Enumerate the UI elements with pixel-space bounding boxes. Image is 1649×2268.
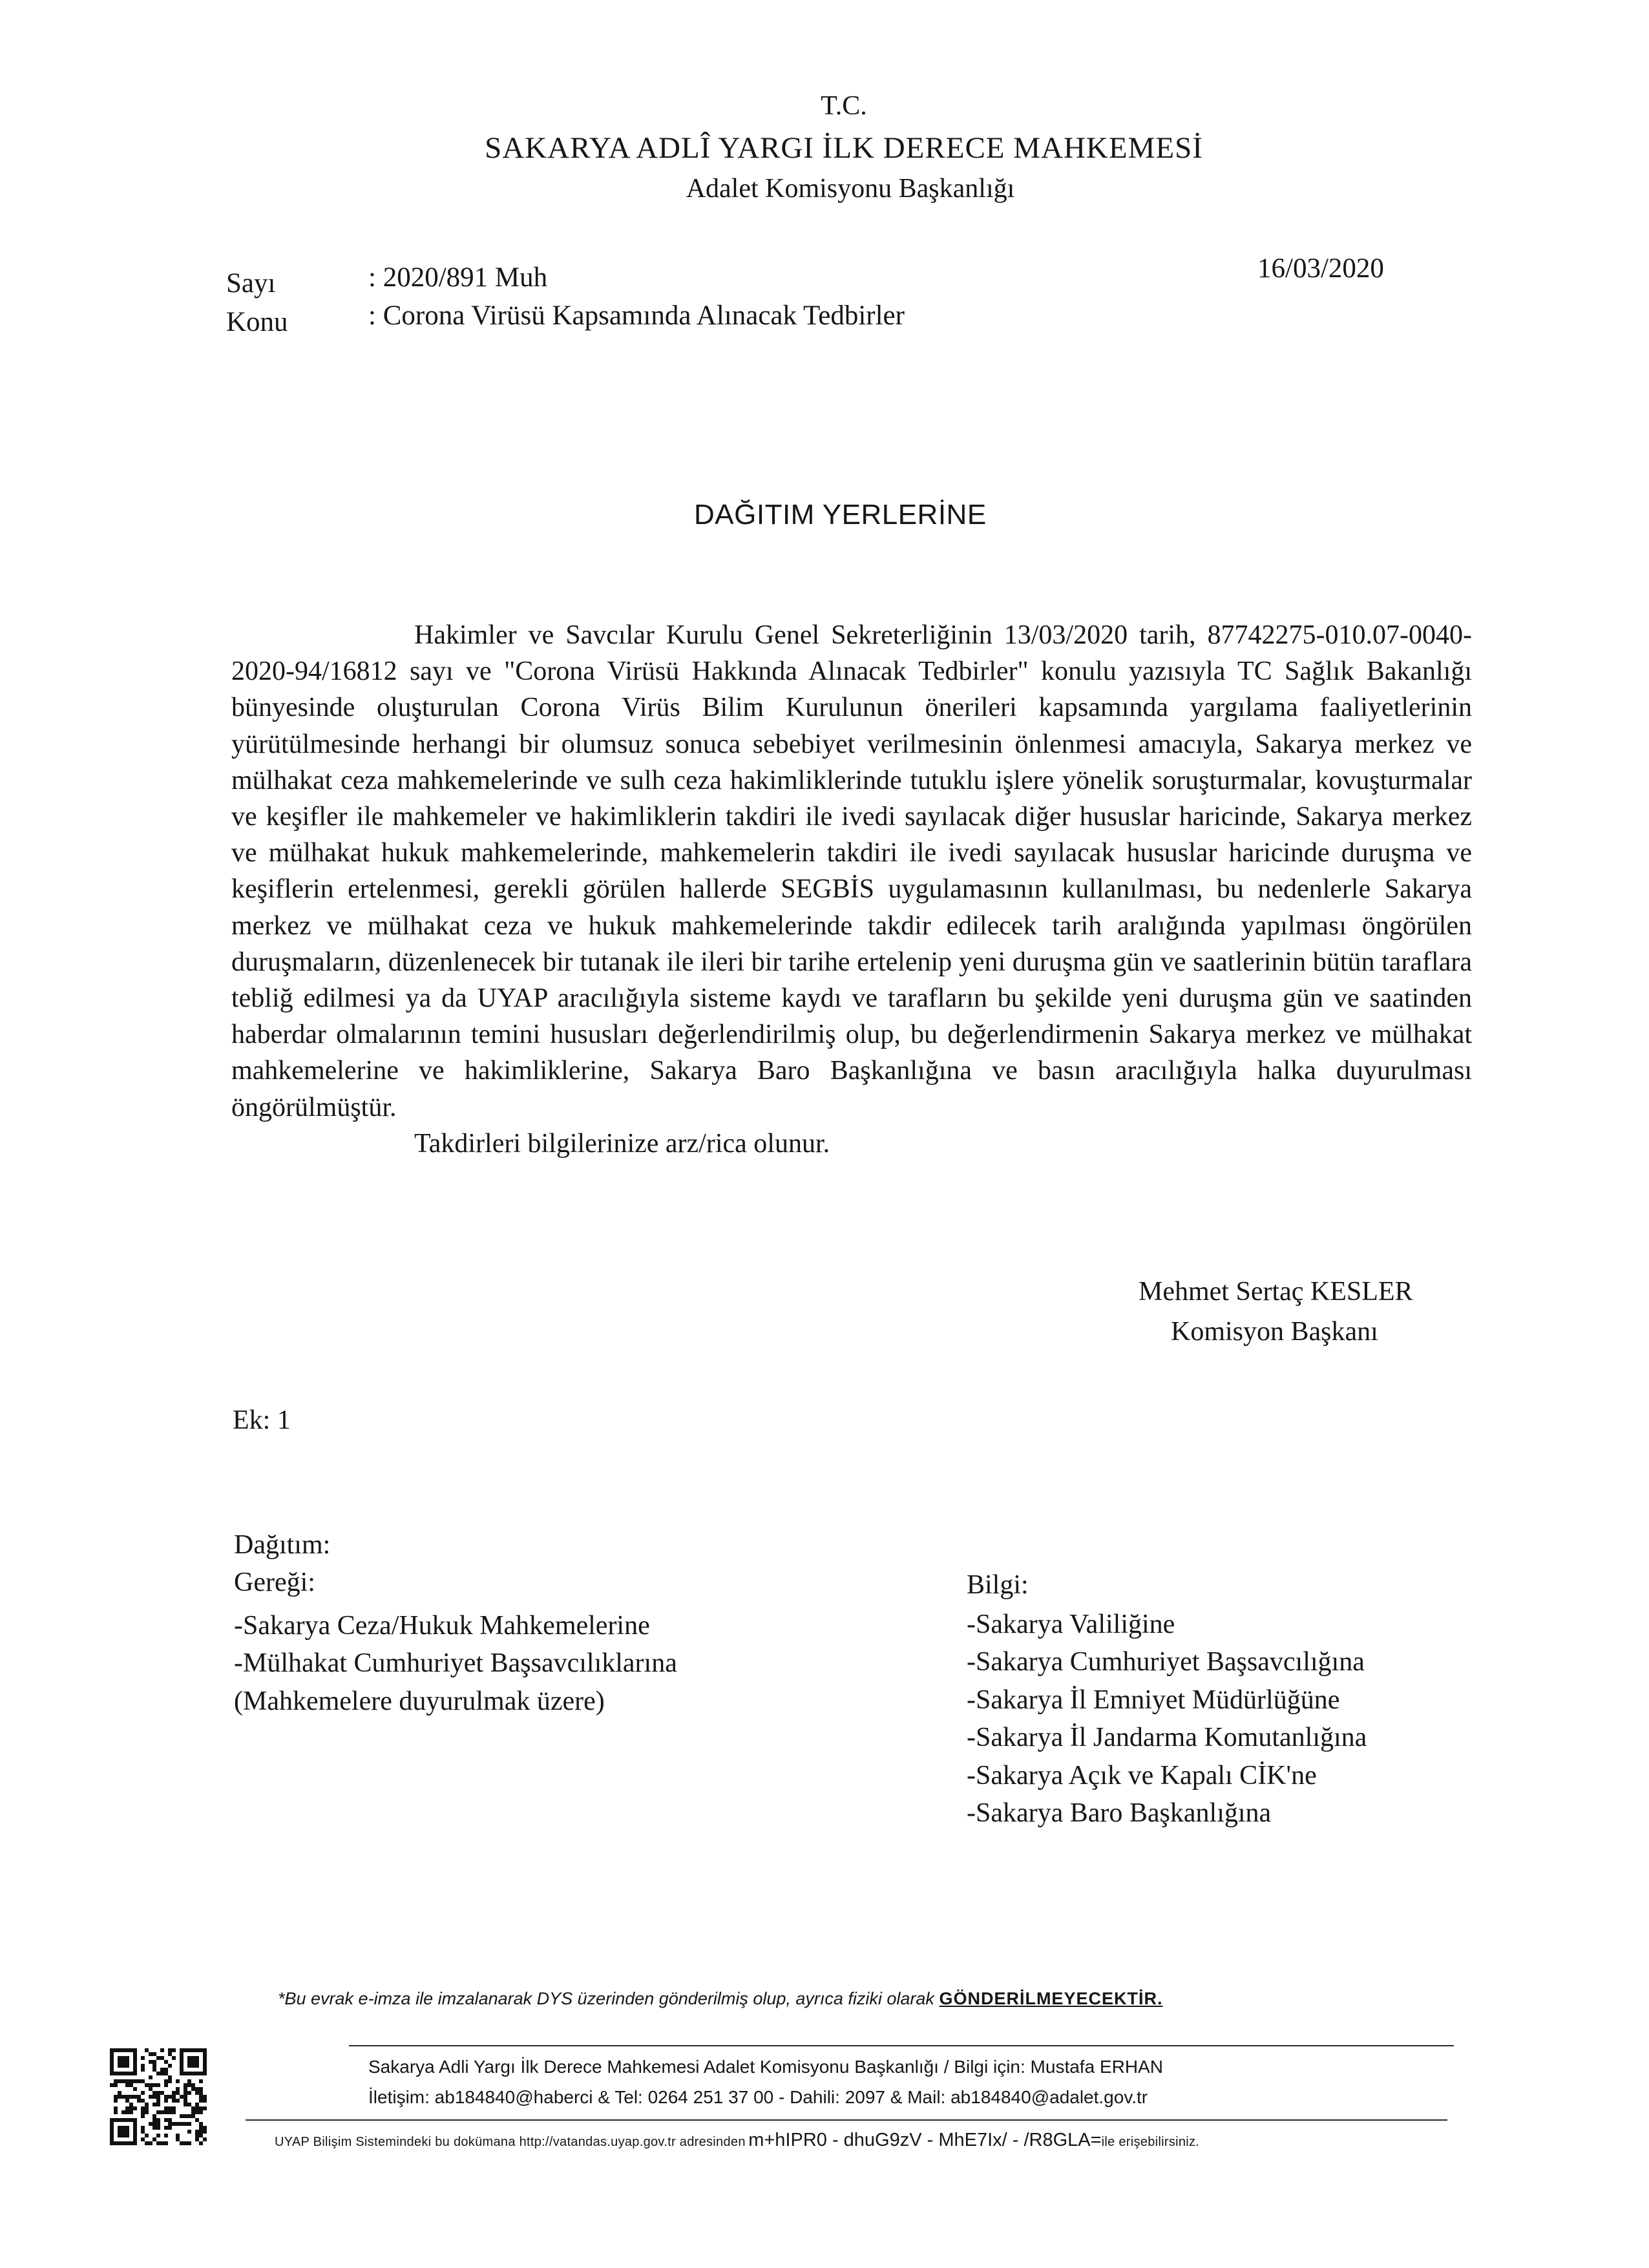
signature-name: Mehmet Sertaç KESLER <box>1139 1277 1413 1307</box>
uyap-verification-code: m+hIPR0 - dhuG9zV - MhE7Ix/ - /R8GLA= <box>748 2130 1102 2150</box>
bilgi-item: -Sakarya Valiliğine <box>967 1609 1175 1639</box>
document-body <box>231 617 1472 1162</box>
footer-bottom-rule <box>246 2119 1447 2121</box>
qr-code-icon <box>110 2048 207 2145</box>
konu-label: Konu <box>226 307 288 337</box>
body-closing: Takdirleri bilgilerinize arz/rica olunur. <box>414 1128 830 1159</box>
footer-contact-line: Sakarya Adli Yargı İlk Derece Mahkemesi Adalet Komisyonu Başkanlığı / Bilgi için: Mustafa ERHAN <box>368 2057 1163 2077</box>
distribution-bilgi <box>967 1566 1367 1832</box>
header-tc: T.C. <box>821 91 867 121</box>
bilgi-item: -Sakarya İl Emniyet Müdürlüğüne <box>967 1685 1340 1715</box>
bilgi-item: -Sakarya Açık ve Kapalı CİK'ne <box>967 1760 1317 1790</box>
e-signature-note <box>278 1989 1162 2009</box>
header-commission: Adalet Komisyonu Başkanlığı <box>686 174 1015 204</box>
uyap-verification-prefix: UYAP Bilişim Sistemindeki bu dokümana http://vatandas.uyap.gov.tr adresinden <box>275 2135 746 2149</box>
geregi-item: -Mülhakat Cumhuriyet Başsavcılıklarına <box>234 1648 677 1678</box>
e-signature-note-emphasis: GÖNDERİLMEYECEKTİR. <box>939 1989 1163 2008</box>
body-paragraph: Hakimler ve Savcılar Kurulu Genel Sekreterliğinin 13/03/2020 tarih, 87742275-010.07-0040-2020-94/16812 sayı ve "Corona Virüsü Hakkında Alınacak Tedbirler" konulu yazısıyla TC Sağlık Bakanlığı bünyesinde oluşturulan Corona Virüs Bilim Kurulunun önerileri kapsamında yargılama faaliyetlerinin yürütülmesinde herhangi bir olumsuz sonuca sebebiyet verilmesinin önlenmesi amacıyla, Sakarya merkez ve mülhakat ceza mahkemelerinde ve sulh ceza hakimliklerinde tutuklu işlere yönelik soruşturmalar, kovuşturmalar ve keşifler ile mahkemeler ve hakimliklerin takdiri ile ivedi sayılacak diğer hususlar haricinde, Sakarya merkez ve mülhakat hukuk mahkemelerinde, mahkemelerin takdiri ile ivedi sayılacak hususlar haricinde duruşma ve keşiflerin ertelenmesi, gerekli görülen hallerde SEGBİS uygulamasının kullanılması, bu nedenlerle Sakarya merkez ve mülhakat ceza ve hukuk mahkemelerinde takdir edilecek tarih aralığında yapılması öngörülen duruşmaların, düzenlenecek bir tutanak ile ileri bir tarihe ertelenip yeni duruşma gün ve saatlerinin bütün taraflara tebliğ edilmesi ya da UYAP aracılığıyla sisteme kaydı ve tarafların bu şekilde yeni duruşma gün ve saatinden haberdar olmalarının temini hususları değerlendirilmiş olup, bu değerlendirmenin Sakarya merkez ve mülhakat mahkemelerine ve hakimliklerine, Sakarya Baro Başkanlığına ve basın aracılığıyla halka duyurulması öngörülmüştür. <box>231 620 1472 1122</box>
sayi-value: : 2020/891 Muh <box>368 262 548 293</box>
bilgi-label: Bilgi: <box>967 1570 1029 1600</box>
geregi-item: -Sakarya Ceza/Hukuk Mahkemelerine <box>234 1610 650 1641</box>
footer-top-rule <box>349 2045 1454 2046</box>
geregi-item: (Mahkemelere duyurulmak üzere) <box>234 1686 605 1716</box>
footer-contact-detail: İletişim: ab184840@haberci & Tel: 0264 251 37 00 - Dahili: 2097 & Mail: ab184840@adalet.gov.tr <box>368 2087 1148 2107</box>
distribution-label: Dağıtım: <box>234 1530 331 1560</box>
uyap-verification-suffix: ile erişebilirsiniz. <box>1101 2135 1200 2149</box>
konu-value: : Corona Virüsü Kapsamında Alınacak Tedbirler <box>368 300 905 331</box>
sayi-label: Sayı <box>226 268 276 299</box>
bilgi-item: -Sakarya Cumhuriyet Başsavcılığına <box>967 1647 1365 1677</box>
geregi-label: Gereği: <box>234 1568 315 1597</box>
header-court-name: SAKARYA ADLÎ YARGI İLK DERECE MAHKEMESİ <box>485 131 1203 165</box>
document-date: 16/03/2020 <box>1257 253 1384 284</box>
distribution-geregi <box>234 1564 677 1720</box>
signature-title: Komisyon Başkanı <box>1171 1317 1378 1347</box>
uyap-verification <box>275 2130 1199 2151</box>
e-signature-note-text: *Bu evrak e-imza ile imzalanarak DYS üzerinden gönderilmiş olup, ayrıca fiziki olarak <box>278 1989 940 2008</box>
attachment-count: Ek: 1 <box>233 1405 291 1435</box>
document-title: DAĞITIM YERLERİNE <box>694 499 987 530</box>
bilgi-item: -Sakarya Baro Başkanlığına <box>967 1798 1272 1828</box>
bilgi-item: -Sakarya İl Jandarma Komutanlığına <box>967 1723 1367 1752</box>
